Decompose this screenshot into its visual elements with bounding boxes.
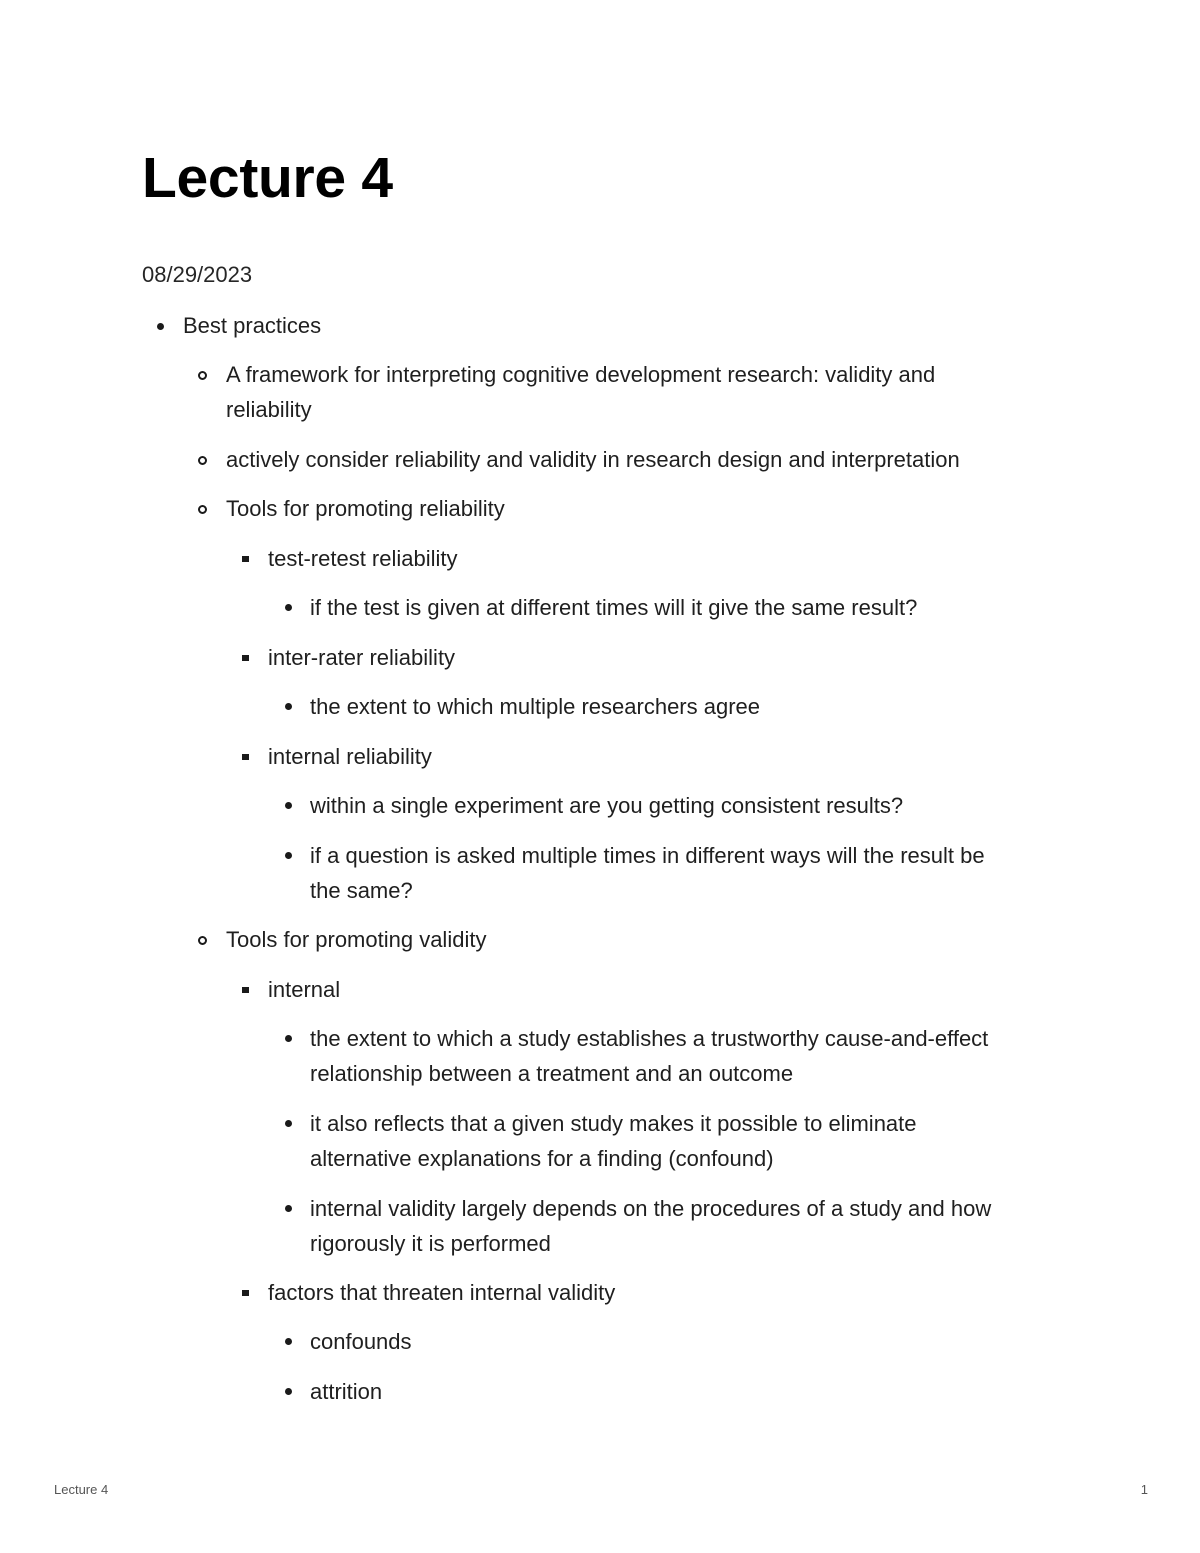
list-item-label: if the test is given at different times will it give the same result? [310,595,918,620]
bullet-dot-icon [285,1338,292,1345]
list-item-line: internal validity largely depends on the procedures of a study and how [310,1196,992,1221]
bullet-dot-icon [285,1388,292,1395]
list-item-tools-validity [226,922,486,957]
list-item-label: inter-rater reliability [268,645,456,670]
list-item-inter-rater [268,640,455,675]
bullet-square-icon [242,556,249,562]
list-item-label: Best practices [183,313,322,338]
list-item-label: confounds [310,1329,412,1354]
list-item-internal-detail [310,1191,991,1261]
bullet-dot-icon [285,703,292,710]
list-item-label: actively consider reliability and validity in research design and interpretation [226,447,960,472]
bullet-ring-icon [198,456,207,465]
list-item-threats [268,1275,615,1310]
list-item-internal [268,972,340,1007]
bullet-ring-icon [198,505,207,514]
list-item-best-practices [183,308,321,343]
list-item-threat [310,1374,382,1409]
bullet-square-icon [242,1290,249,1296]
list-item-framework [226,357,935,427]
date-line: 08/29/2023 [142,262,253,287]
list-item-test-retest [268,541,458,576]
list-item-line: if a question is asked multiple times in different ways will the result be [310,843,985,868]
list-item-test-retest-detail [310,590,917,625]
list-item-line: it also reflects that a given study makes it possible to eliminate [310,1111,917,1136]
list-item-internal-detail [310,1106,917,1176]
list-item-inter-rater-detail [310,689,760,724]
list-item-line: alternative explanations for a finding (confound) [310,1146,774,1171]
list-item-line: relationship between a treatment and an outcome [310,1061,794,1086]
bullet-ring-icon [198,371,207,380]
list-item-line: A framework for interpreting cognitive development research: validity and [226,362,936,387]
list-item-line: reliability [226,397,312,422]
list-item-threat [310,1324,412,1359]
bullet-dot-icon [285,604,292,611]
list-item-line: the extent to which a study establishes a trustworthy cause-and-effect [310,1026,989,1051]
bullet-dot-icon [285,852,292,859]
bullet-dot-icon [285,1035,292,1042]
bullet-square-icon [242,754,249,760]
page-title: Lecture 4 [142,146,393,210]
list-item-label: attrition [310,1379,383,1404]
bullet-dot-icon [285,1120,292,1127]
list-item-label: Tools for promoting reliability [226,496,505,521]
list-item-actively-consider [226,442,960,477]
page-number: 1 [1140,1482,1148,1497]
list-item-label: Tools for promoting validity [226,927,487,952]
list-item-label: within a single experiment are you getting consistent results? [310,793,904,818]
list-item-line: the same? [310,878,413,903]
list-item-internal-reliability-detail [310,838,985,908]
list-item-label: the extent to which multiple researchers agree [310,694,761,719]
bullet-square-icon [242,655,249,661]
list-item-line: rigorously it is performed [310,1231,551,1256]
list-item-internal-detail [310,1021,988,1091]
list-item-internal-reliability-detail [310,788,903,823]
bullet-square-icon [242,987,249,993]
bullet-dot-icon [157,323,164,330]
bullet-dot-icon [285,1205,292,1212]
bullet-ring-icon [198,936,207,945]
list-item-tools-reliability [226,491,505,526]
list-item-label: test-retest reliability [268,546,458,571]
list-item-label: internal [268,977,341,1002]
list-item-label: factors that threaten internal validity [268,1280,616,1305]
bullet-dot-icon [285,802,292,809]
footer-title: Lecture 4 [54,1482,109,1497]
list-item-label: internal reliability [268,744,432,769]
list-item-internal-reliability [268,739,432,774]
